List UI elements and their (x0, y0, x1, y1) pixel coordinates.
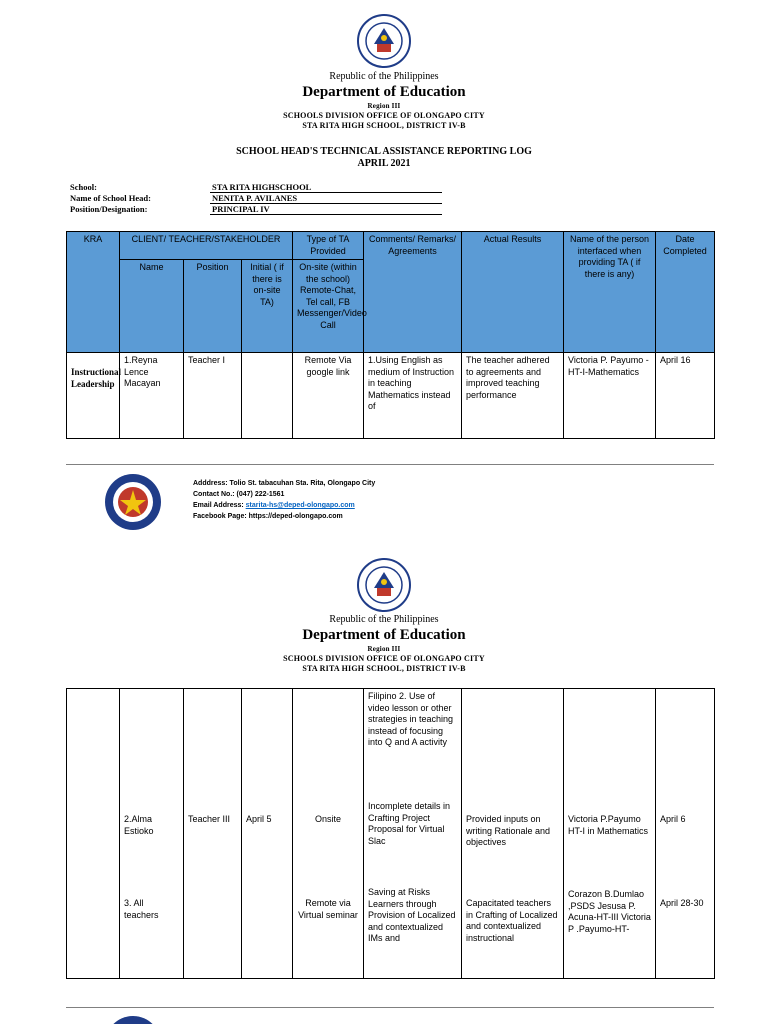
initial-header: Initial ( if there is on-site TA) (242, 260, 293, 353)
footer-facebook: Facebook Page: https://deped-olongapo.com (193, 513, 343, 520)
position-cell (184, 689, 242, 979)
ta-type-cell: Remote Via google link (293, 353, 364, 439)
footer-address: Adddress: Tolio St. tabacuhan Sta. Rita, Olongapo City (193, 480, 376, 487)
comments-text-0: Filipino 2. Use of video lesson or other strategies in teaching instead of focusing into Q and A activity (368, 691, 454, 747)
kra-cell: Instructional Leadership (67, 353, 120, 439)
comments-cell: 1.Using English as medium of Instruction in teaching Mathematics instead of (364, 353, 462, 439)
school-logo-icon (104, 473, 162, 531)
comments-cell (364, 689, 462, 979)
results-cell (462, 689, 564, 979)
name-cell (120, 689, 184, 979)
position-cell: Teacher I (184, 353, 242, 439)
person-cell: Victoria P. Payumo - HT-I-Mathematics (564, 353, 656, 439)
footer-contact: Contact No.: (047) 222-1561 (193, 491, 285, 498)
school-value: STA RITA HIGHSCHOOL (210, 182, 442, 193)
position-value: PRINCIPAL IV (210, 204, 442, 215)
person-cell (564, 689, 656, 979)
position-label: Position/Designation: (70, 204, 148, 214)
results-text-0 (466, 691, 559, 814)
report-title: SCHOOL HEAD'S TECHNICAL ASSISTANCE REPORTING LOG (236, 146, 532, 157)
ta-type-text-0 (297, 691, 359, 814)
footer-text (193, 478, 375, 522)
results-header: Actual Results (462, 232, 564, 353)
table-row (67, 689, 715, 979)
department-title: Department of Education (302, 627, 466, 643)
date-cell (656, 689, 715, 979)
page-footer (0, 464, 768, 534)
client-header: CLIENT/ TEACHER/STAKEHOLDER (120, 232, 293, 260)
position-text-0 (188, 691, 237, 814)
deped-seal-icon (357, 14, 411, 68)
name-header: Name (120, 260, 184, 353)
ta-log-table-continued (66, 688, 715, 979)
comments-text-2: Saving at Risks Learners through Provision of Localized and contextualized IMs and (368, 887, 456, 943)
name-text-0 (124, 691, 179, 814)
kra-header: KRA (67, 232, 120, 353)
position-header: Position (184, 260, 242, 353)
date-text-1: April 6 (660, 814, 686, 824)
division-text: SCHOOLS DIVISION OFFICE OF OLONGAPO CITY (283, 111, 485, 120)
footer-divider (66, 464, 714, 465)
footer-divider (66, 1007, 714, 1008)
footer-email-link[interactable]: starita-hs@deped-olongapo.com (245, 502, 355, 509)
school-logo-icon (104, 1015, 162, 1024)
republic-text: Republic of the Philippines (329, 614, 439, 625)
person-text-2: Corazon B.Dumlao ,PSDS Jesusa P. Acuna-HT-III Victoria P .Payumo-HT- (568, 889, 651, 934)
republic-text: Republic of the Philippines (329, 71, 439, 82)
page-footer (0, 1007, 768, 1024)
school-info-block (70, 182, 450, 222)
region-text: Region III (367, 102, 401, 110)
deped-seal-icon (357, 558, 411, 612)
initial-cell (242, 353, 293, 439)
ta-log-table (66, 231, 715, 439)
name-text-1: 2.Alma Estioko (124, 814, 154, 836)
person-header: Name of the person interfaced when providing TA ( if there is any) (564, 232, 656, 353)
date-header: Date Completed (656, 232, 715, 353)
person-text-0 (568, 691, 651, 814)
table-row (67, 353, 715, 439)
school-text: STA RITA HIGH SCHOOL, DISTRICT IV-B (302, 664, 466, 673)
kra-cell (67, 689, 120, 979)
ta-type-text-2: Remote via Virtual seminar (298, 898, 358, 920)
footer-email-line (193, 500, 375, 511)
results-cell: The teacher adhered to agreements and improved teaching performance (462, 353, 564, 439)
results-text-1: Provided inputs on writing Rationale and objectives (466, 814, 551, 847)
department-title: Department of Education (302, 84, 466, 100)
date-text-0 (660, 691, 710, 814)
report-period: APRIL 2021 (357, 158, 411, 169)
ta-type-header: Type of TA Provided (293, 232, 364, 260)
results-text-2: Capacitated teachers in Crafting of Localized and contextualized instructional (466, 898, 558, 943)
ta-type-text-1: Onsite (314, 814, 341, 824)
division-text: SCHOOLS DIVISION OFFICE OF OLONGAPO CITY (283, 654, 485, 663)
region-text: Region III (367, 645, 401, 653)
head-value: NENITA P. AVILANES (210, 193, 442, 204)
position-text-1: Teacher III (188, 814, 231, 824)
initial-cell (242, 689, 293, 979)
footer-email-label: Email Address: (193, 502, 246, 509)
initial-text-0 (246, 691, 288, 814)
date-text-2: April 28-30 (660, 898, 704, 908)
school-text: STA RITA HIGH SCHOOL, DISTRICT IV-B (302, 121, 466, 130)
date-cell: April 16 (656, 353, 715, 439)
school-label: School: (70, 182, 97, 192)
ta-type-sub-header: On-site (within the school) Remote-Chat, Tel call, FB Messenger/Video Call (293, 260, 364, 353)
name-cell: 1.Reyna Lence Macayan (120, 353, 184, 439)
comments-text-1: Incomplete details in Crafting Project Proposal for Virtual Slac (368, 801, 451, 846)
person-text-1: Victoria P.Payumo HT-I in Mathematics (568, 814, 649, 836)
name-text-2: 3. All teachers (124, 898, 159, 920)
ta-type-cell (293, 689, 364, 979)
page-2 (0, 545, 768, 1024)
head-label: Name of School Head: (70, 193, 151, 203)
initial-text-1: April 5 (246, 814, 272, 824)
comments-header: Comments/ Remarks/ Agreements (364, 232, 462, 353)
